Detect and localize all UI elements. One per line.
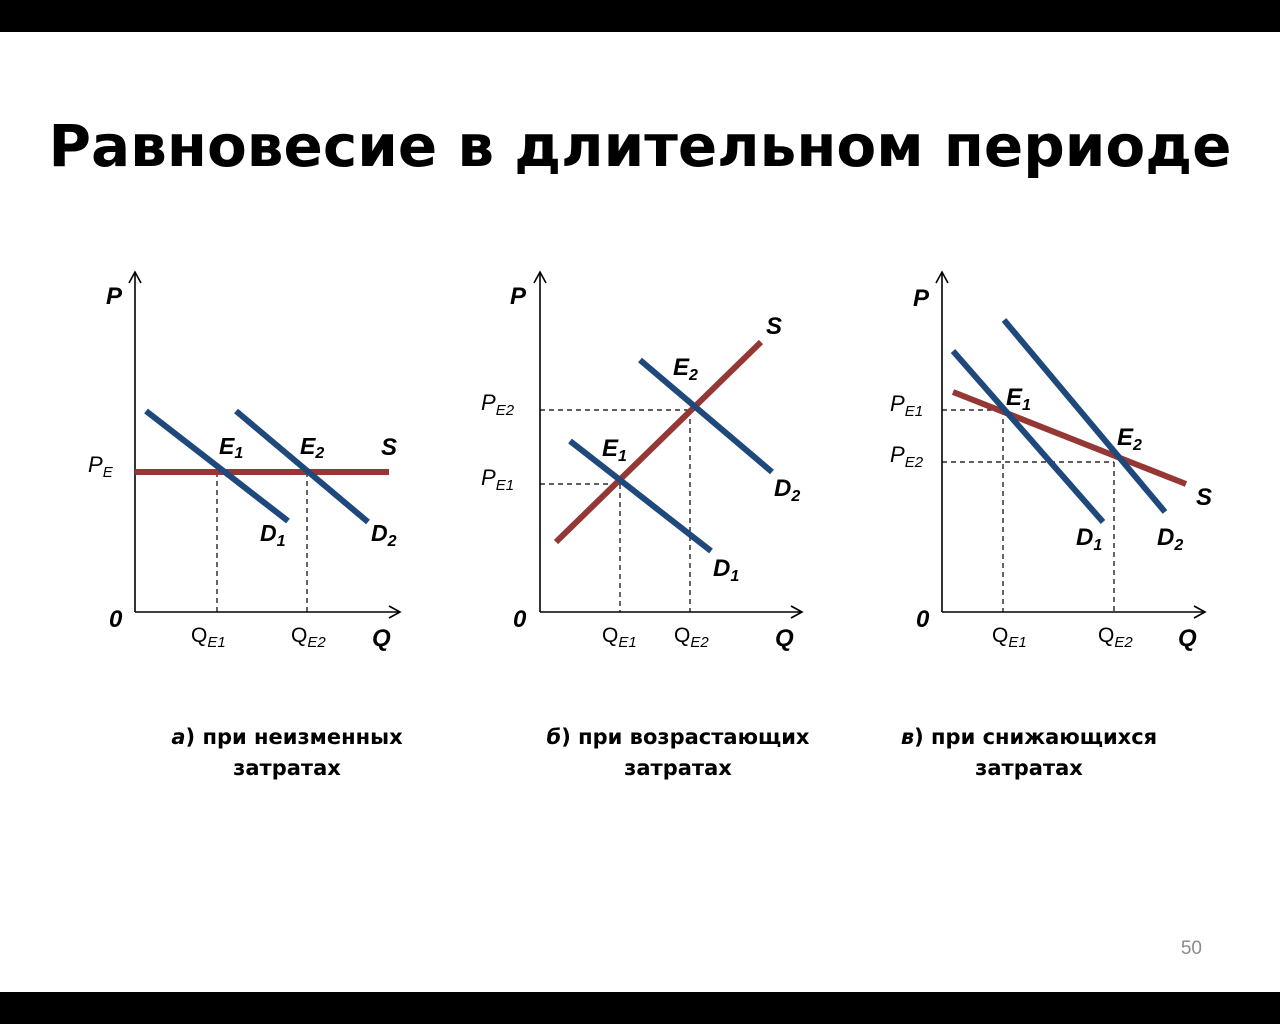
quantity-label-qe2: $Q_{E2}$ [291,624,326,651]
price-label-pe2: $P_{E2}$ [890,442,924,471]
demand-label-d2: $D_2$ [774,475,801,505]
quantity-label-qe2: $Q_{E2}$ [674,624,709,651]
caption-a [137,722,437,784]
equilibrium-label-e2: E2 [300,433,325,462]
demand-line-d2 [236,411,368,522]
price-label-pe1: $P_{E1}$ [481,465,515,494]
supply-label: S [1196,484,1213,511]
caption-b [528,722,828,784]
caption-a-text: ) при неизменных [185,725,403,749]
quantity-label-qe1: $Q_{E1}$ [191,624,226,651]
origin-label: 0 [916,606,930,633]
caption-c-text: ) при снижающихся [914,725,1158,749]
axis-label-p: P [510,283,527,310]
origin-label: 0 [513,606,527,633]
panel-a [88,272,400,652]
axis-label-p: P [913,285,930,312]
equilibrium-label-e1: E1 [219,433,244,462]
caption-b-text: ) при возрастающих [561,725,810,749]
demand-label-d1: $D_1$ [1076,524,1103,554]
caption-b-line2: затратах [624,756,732,780]
equilibrium-label-e1: $E_1$ [1006,384,1031,414]
demand-line-d2 [640,360,772,472]
price-label-pe1: $P_{E1}$ [890,391,924,420]
caption-a-letter: а [171,725,186,749]
axis-label-p: P [106,283,123,310]
axis-label-q: Q [1178,625,1197,652]
caption-c [879,722,1179,784]
demand-line-d1 [953,351,1103,522]
axis-label-q: Q [775,625,794,652]
origin-label: 0 [109,606,123,633]
quantity-label-qe1: $Q_{E1}$ [992,624,1027,651]
panel-b [481,272,802,652]
axis-label-q: Q [372,625,391,652]
caption-b-letter: б [546,725,562,749]
caption-a-line2: затратах [233,756,341,780]
equilibrium-label-e1: $E_1$ [602,435,627,465]
equilibrium-label-e2: $E_2$ [673,354,698,384]
slide-title: Равновесие в длительном периоде [48,112,1232,180]
supply-line [953,392,1186,484]
demand-label-d2: $D_2$ [371,520,397,550]
price-label-pe: $P_E$ [88,452,113,481]
quantity-label-qe1: $Q_{E1}$ [602,624,637,651]
demand-label-d1: $D_1$ [260,520,286,550]
page-number: 50 [1180,938,1202,959]
supply-label: S [381,434,398,461]
price-label-pe2: $P_{E2}$ [481,390,515,419]
equilibrium-label-e2: $E_2$ [1117,424,1142,454]
demand-label-d1: $D_1$ [713,555,740,585]
quantity-label-qe2: $Q_{E2}$ [1098,624,1133,651]
demand-label-d2: $D_2$ [1157,524,1184,554]
demand-line-d2 [1004,320,1165,512]
supply-label: S [766,313,783,340]
panel-c [890,272,1212,652]
caption-c-line2: затратах [975,756,1083,780]
demand-line-d1 [146,411,288,521]
caption-c-letter: в [900,725,915,749]
